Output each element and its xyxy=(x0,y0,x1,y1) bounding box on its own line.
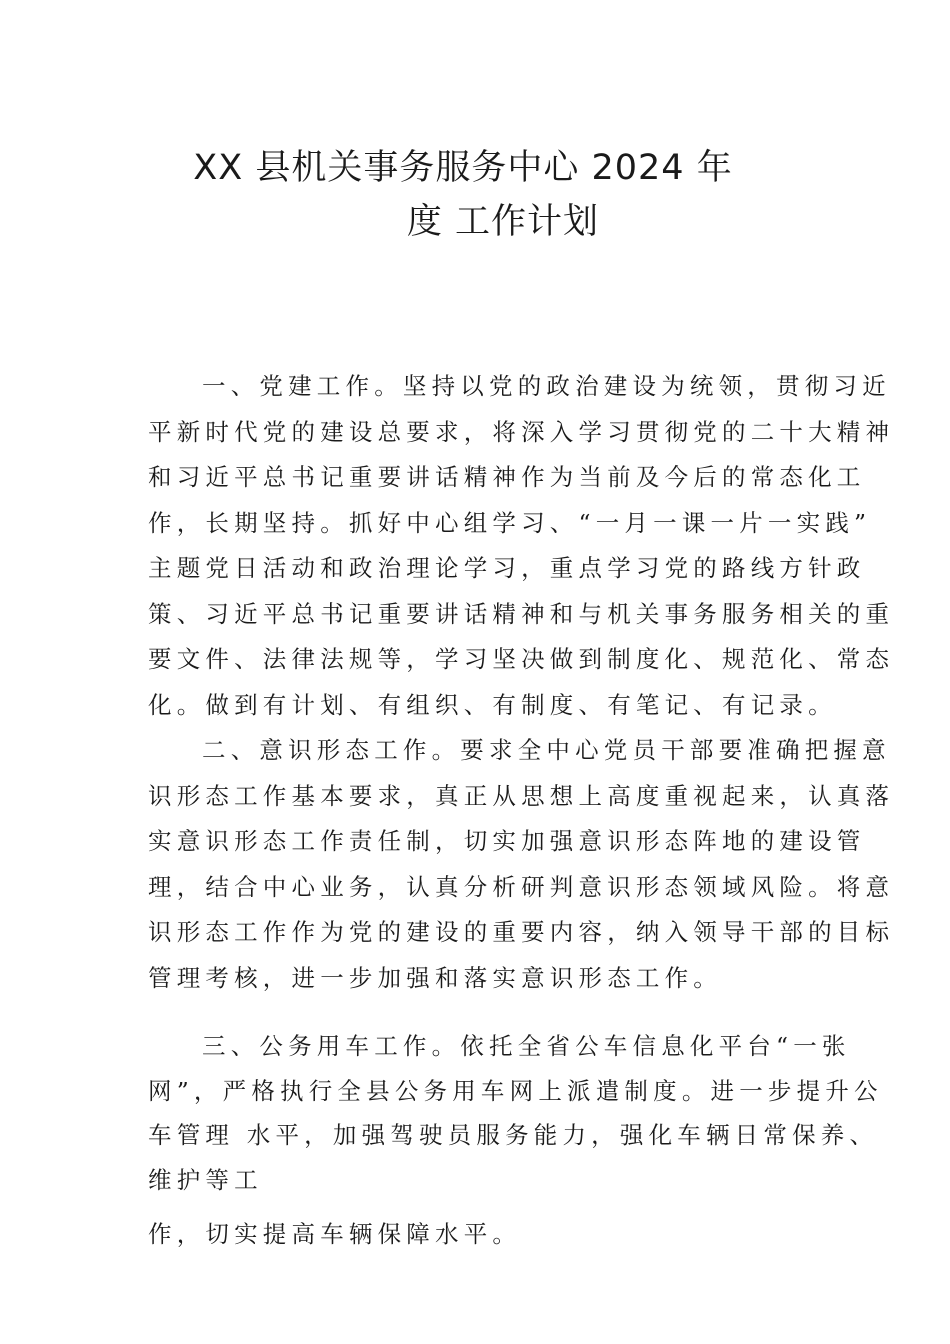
section-1-line-7: 要文件、法律法规等，学习坚决做到制度化、规范化、常态 xyxy=(148,645,895,673)
section-2-line-5: 识形态工作作为党的建设的重要内容，纳入领导干部的目标 xyxy=(148,918,895,946)
section-1-line-6: 策、习近平总书记重要讲话精神和与机关事务服务相关的重 xyxy=(148,600,895,628)
section-3-line-5: 作，切实提高车辆保障水平。 xyxy=(148,1220,522,1248)
section-3-line-1: 三、公务用车工作。依托全省公车信息化平台“一张 xyxy=(202,1032,851,1060)
section-1-line-5: 主题党日活动和政治理论学习，重点学习党的路线方针政 xyxy=(148,554,866,582)
section-2-line-3: 实意识形态工作责任制，切实加强意识形态阵地的建设管 xyxy=(148,827,866,855)
section-1-line-4: 作，长期坚持。抓好中心组学习、“一月一课一片一实践” xyxy=(148,509,872,537)
section-3-line-3: 车管理 水平，加强驾驶员服务能力，强化车辆日常保养、 xyxy=(148,1121,879,1149)
section-1-line-8: 化。做到有计划、有组织、有制度、有笔记、有记录。 xyxy=(148,691,837,719)
section-1-line-2: 平新时代党的建设总要求，将深入学习贯彻党的二十大精神 xyxy=(148,418,895,446)
section-2-line-4: 理，结合中心业务，认真分析研判意识形态领域风险。将意 xyxy=(148,873,895,901)
section-3-line-2: 网”，严格执行全县公务用车网上派遣制度。进一步提升公 xyxy=(148,1077,883,1105)
section-2-line-2: 识形态工作基本要求，真正从思想上高度重视起来，认真落 xyxy=(148,782,895,810)
section-1-line-1: 一、党建工作。坚持以党的政治建设为统领，贯彻习近 xyxy=(202,372,891,400)
document-title-line-2: 度 工作计划 xyxy=(406,202,600,242)
section-3-line-4: 维护等工 xyxy=(148,1166,263,1194)
document-title-line-1: XX 县机关事务服务中心 2024 年 xyxy=(193,148,733,188)
section-1-line-3: 和习近平总书记重要讲话精神作为当前及今后的常态化工 xyxy=(148,463,866,491)
section-2-line-6: 管理考核，进一步加强和落实意识形态工作。 xyxy=(148,964,722,992)
section-2-line-1: 二、意识形态工作。要求全中心党员干部要准确把握意 xyxy=(202,736,891,764)
